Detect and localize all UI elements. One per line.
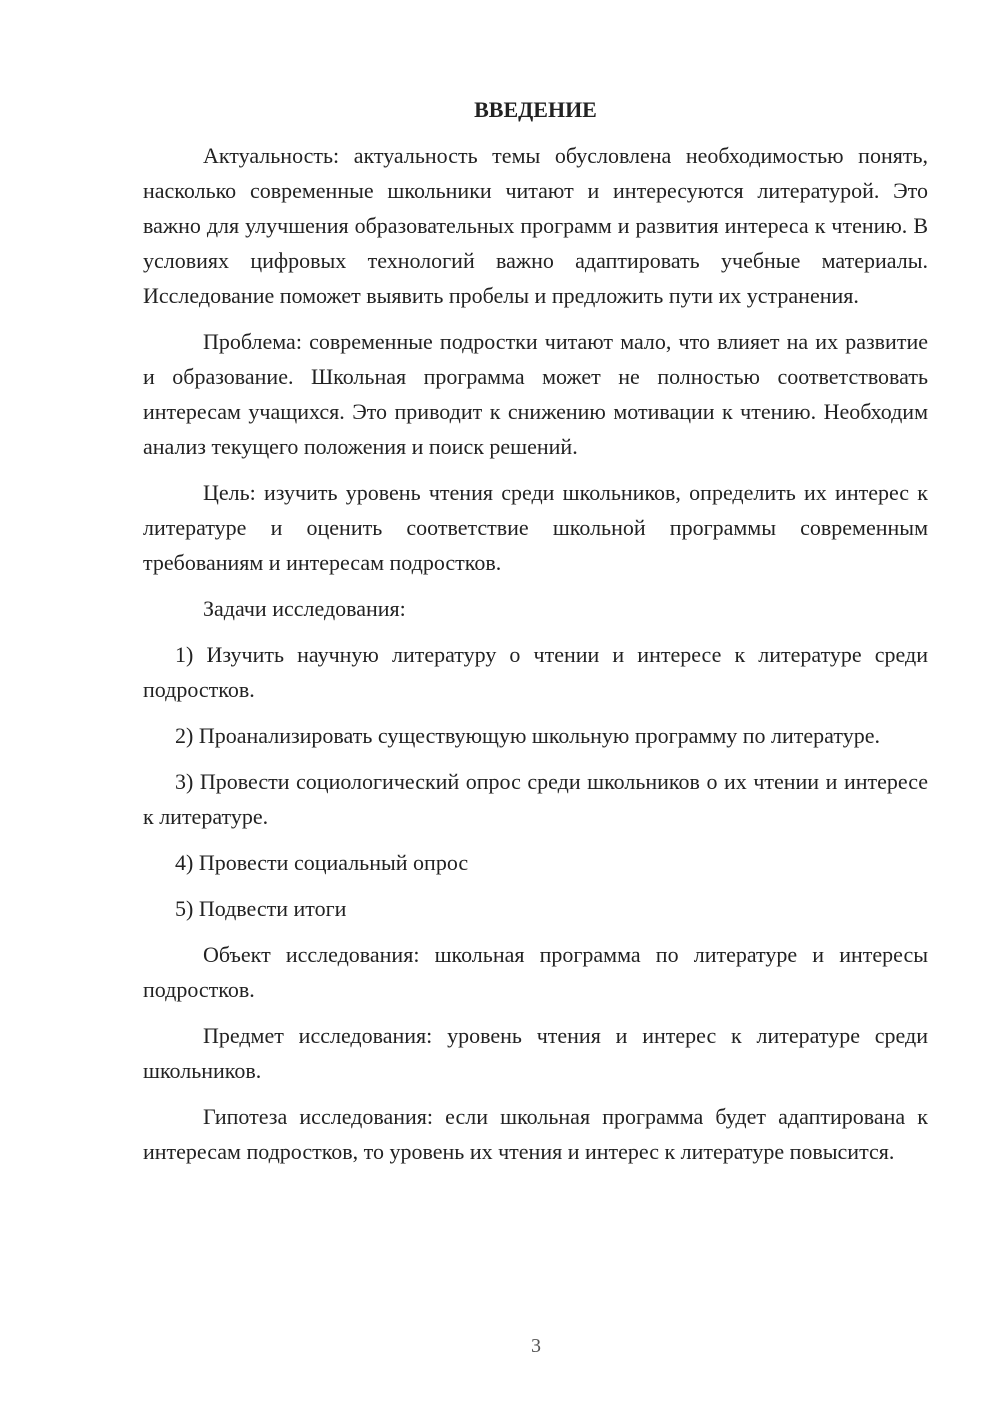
list-item: 5) Подвести итоги	[175, 896, 347, 921]
paragraph-tasks-heading: Задачи исследования:	[203, 596, 406, 621]
section-title: ВВЕДЕНИЕ	[474, 97, 597, 122]
list-item: 1) Изучить научную литературу о чтении и интересе к литературе среди подростков.	[143, 642, 928, 702]
list-item: 3) Провести социологический опрос среди школьников о их чтении и интересе к литературе.	[143, 769, 928, 829]
paragraph-relevance: Актуальность: актуальность темы обусловлена необходимостью понять, насколько современные школьники читают и интересуются литературой. Это важно для улучшения образовательных программ и развития интереса к чтению. В условиях цифровых технологий важно адаптировать учебные материалы. Исследование поможет выявить пробелы и предложить пути их устранения.	[143, 143, 928, 308]
list-item: 2) Проанализировать существующую школьную программу по литературе.	[175, 723, 880, 748]
page-number: 3	[531, 1335, 541, 1357]
paragraph-problem: Проблема: современные подростки читают мало, что влияет на их развитие и образование. Школьная программа может не полностью соответствовать интересам учащихся. Это приводит к снижению мотивации к чтению. Необходим анализ текущего положения и поиск решений.	[143, 329, 928, 459]
paragraph-object: Объект исследования: школьная программа по литературе и интересы подростков.	[143, 942, 928, 1002]
paragraph-hypothesis: Гипотеза исследования: если школьная программа будет адаптирована к интересам подростков, то уровень их чтения и интерес к литературе повысится.	[143, 1104, 928, 1164]
document-page	[143, 92, 928, 1169]
paragraph-subject: Предмет исследования: уровень чтения и интерес к литературе среди школьников.	[143, 1023, 928, 1083]
paragraph-goal: Цель: изучить уровень чтения среди школьников, определить их интерес к литературе и оценить соответствие школьной программы современным требованиям и интересам подростков.	[143, 480, 928, 575]
list-item: 4) Провести социальный опрос	[175, 850, 469, 875]
